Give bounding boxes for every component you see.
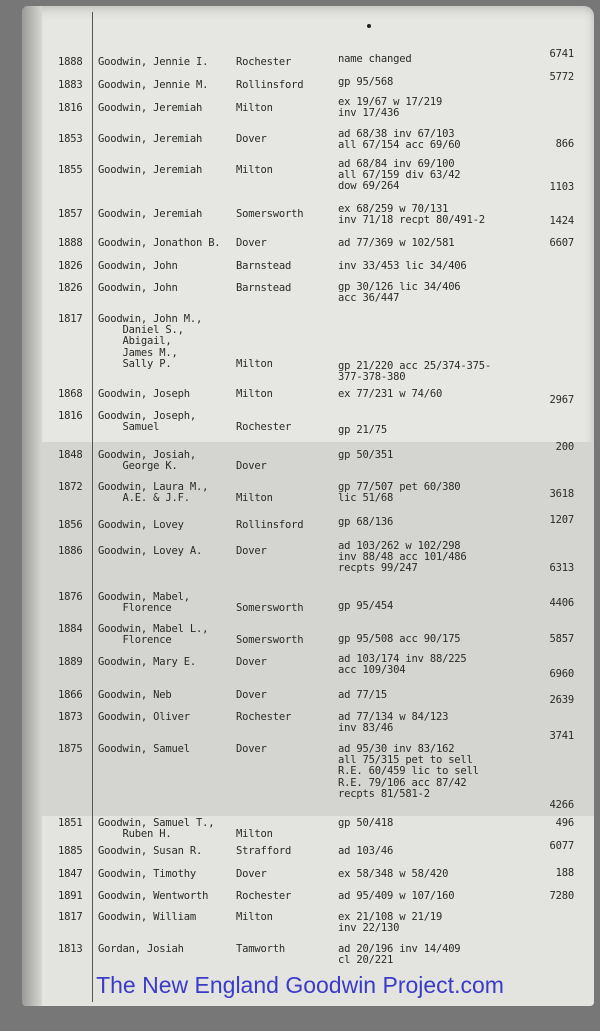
entry-year: 1826 xyxy=(58,260,83,272)
entry-year: 1855 xyxy=(58,164,83,176)
entry-ref: ad 103/46 xyxy=(338,845,394,857)
entry-name: Goodwin, Laura M., A.E. & J.F. xyxy=(98,481,209,505)
entry-name: Goodwin, Jeremiah xyxy=(98,102,203,114)
entry-town: Barnstead xyxy=(236,282,292,294)
entry-no: 4266 xyxy=(549,799,574,811)
entry-town: Rochester xyxy=(236,56,292,68)
entry-name: Goodwin, Jennie M. xyxy=(98,79,209,91)
entry-town: Dover xyxy=(236,460,267,473)
entry-year: 1873 xyxy=(58,711,83,723)
entry-name: Goodwin, William xyxy=(98,911,196,923)
entry-no: 3741 xyxy=(549,730,574,742)
entry-ref: gp 95/454 xyxy=(338,600,394,612)
entry-ref: ad 68/38 inv 67/103 all 67/154 acc 69/60 xyxy=(338,128,461,152)
entry-name: Goodwin, Susan R. xyxy=(98,845,203,857)
entry-town: Milton xyxy=(236,388,273,400)
entry-name: Goodwin, Oliver xyxy=(98,711,190,723)
entry-name: Gordan, Josiah xyxy=(98,943,184,955)
entry-town: Dover xyxy=(236,656,267,668)
entry-town: Somersworth xyxy=(236,208,304,220)
entry-ref: ex 21/108 w 21/19 inv 22/130 xyxy=(338,911,443,935)
entry-name: Goodwin, Lovey xyxy=(98,519,184,531)
punch-dot xyxy=(367,24,371,28)
entry-ref: gp 30/126 lic 34/406 acc 36/447 xyxy=(338,281,461,305)
entry-town: Somersworth xyxy=(236,602,304,615)
entry-name: Goodwin, Jeremiah xyxy=(98,208,203,220)
entry-name: Goodwin, Wentworth xyxy=(98,890,209,902)
entry-ref: ad 95/30 inv 83/162 all 75/315 pet to sell R.E. 60/459 lic to sell R.E. 79/106 acc 87/42 recpts 81/581-2 xyxy=(338,743,479,800)
entry-name: Goodwin, Jennie I. xyxy=(98,56,209,68)
entry-ref: ad 20/196 inv 14/409 cl 20/221 xyxy=(338,943,461,967)
entry-town: Dover xyxy=(236,237,267,249)
entry-ref: ad 77/369 w 102/581 xyxy=(338,237,455,249)
entry-name: Goodwin, Samuel T., Ruben H. xyxy=(98,817,215,841)
entry-name: Goodwin, John xyxy=(98,260,178,272)
entry-no: 1103 xyxy=(549,181,574,193)
entry-ref: gp 68/136 xyxy=(338,516,394,528)
entry-town: Barnstead xyxy=(236,260,292,272)
entry-year: 1816 xyxy=(58,410,83,422)
entry-year: 1886 xyxy=(58,545,83,557)
entry-no: 2639 xyxy=(549,694,574,706)
entry-year: 1883 xyxy=(58,79,83,91)
entry-year: 1817 xyxy=(58,911,83,923)
entry-town: Milton xyxy=(236,492,273,505)
entry-no: 4406 xyxy=(549,597,574,609)
entry-name: Goodwin, Samuel xyxy=(98,743,190,755)
entry-year: 1875 xyxy=(58,743,83,755)
entry-no: 496 xyxy=(555,817,574,829)
entry-town: Milton xyxy=(236,911,273,923)
entry-town: Dover xyxy=(236,743,267,755)
entry-year: 1817 xyxy=(58,313,83,325)
entry-no: 5772 xyxy=(549,71,574,83)
entry-town: Dover xyxy=(236,868,267,880)
entry-no: 2967 xyxy=(549,394,574,406)
entry-year: 1891 xyxy=(58,890,83,902)
entry-name: Goodwin, John M., Daniel S., Abigail, James M., Sally P. xyxy=(98,313,203,370)
entry-year: 1847 xyxy=(58,868,83,880)
watermark-footer: The New England Goodwin Project.com xyxy=(96,972,504,998)
entry-no: 1424 xyxy=(549,215,574,227)
entry-year: 1872 xyxy=(58,481,83,493)
entry-no: 6607 xyxy=(549,237,574,249)
entry-ref: gp 21/220 acc 25/374-375- 377-378-380 xyxy=(338,360,492,384)
entry-name: Goodwin, Mabel L., Florence xyxy=(98,623,209,647)
entry-ref: name changed xyxy=(338,53,412,65)
entry-year: 1857 xyxy=(58,208,83,220)
entry-town: Somersworth xyxy=(236,634,304,647)
entry-no: 5857 xyxy=(549,633,574,645)
entry-no: 200 xyxy=(555,441,574,453)
document-page xyxy=(22,6,594,1006)
entry-ref: gp 95/508 acc 90/175 xyxy=(338,633,461,645)
entry-year: 1851 xyxy=(58,817,83,829)
entry-town: Rochester xyxy=(236,890,292,902)
entry-ref: gp 50/351 xyxy=(338,449,394,461)
entry-no: 866 xyxy=(555,138,574,150)
entry-ref: gp 77/507 pet 60/380 lic 51/68 xyxy=(338,481,461,505)
entry-no: 3618 xyxy=(549,488,574,500)
entry-year: 1853 xyxy=(58,133,83,145)
entry-name: Goodwin, Joseph, Samuel xyxy=(98,410,196,434)
entry-ref: gp 95/568 xyxy=(338,76,394,88)
entry-year: 1868 xyxy=(58,388,83,400)
entry-town: Rollinsford xyxy=(236,519,304,531)
entry-ref: gp 50/418 xyxy=(338,817,394,829)
entry-town: Milton xyxy=(236,102,273,114)
entry-name: Goodwin, Lovey A. xyxy=(98,545,203,557)
entry-town: Milton xyxy=(236,164,273,176)
entry-year: 1884 xyxy=(58,623,83,635)
entry-no: 6077 xyxy=(549,840,574,852)
entry-ref: ad 68/84 inv 69/100 all 67/159 div 63/42 dow 69/264 xyxy=(338,158,461,193)
entry-town: Rochester xyxy=(236,421,292,434)
entry-year: 1889 xyxy=(58,656,83,668)
entry-town: Rollinsford xyxy=(236,79,304,91)
entry-no: 1207 xyxy=(549,514,574,526)
entry-ref: inv 33/453 lic 34/406 xyxy=(338,260,467,272)
entry-name: Goodwin, Mary E. xyxy=(98,656,196,668)
entry-year: 1876 xyxy=(58,591,83,603)
entry-town: Strafford xyxy=(236,845,292,857)
entry-ref: ad 103/174 inv 88/225 acc 109/304 xyxy=(338,653,467,677)
entry-ref: ex 77/231 w 74/60 xyxy=(338,388,443,400)
entry-name: Goodwin, Joseph xyxy=(98,388,190,400)
entry-no: 6741 xyxy=(549,48,574,60)
entry-ref: ex 19/67 w 17/219 inv 17/436 xyxy=(338,96,443,120)
entry-ref: ad 77/15 xyxy=(338,689,387,701)
entry-town: Rochester xyxy=(236,711,292,723)
entry-no: 6313 xyxy=(549,562,574,574)
entry-town: Dover xyxy=(236,689,267,701)
entry-year: 1848 xyxy=(58,449,83,461)
entry-no: 188 xyxy=(555,867,574,879)
entry-town: Tamworth xyxy=(236,943,285,955)
entry-year: 1816 xyxy=(58,102,83,114)
entry-name: Goodwin, Timothy xyxy=(98,868,196,880)
entry-town: Milton xyxy=(236,828,273,841)
entry-name: Goodwin, Mabel, Florence xyxy=(98,591,190,615)
entry-town: Milton xyxy=(236,357,273,370)
entry-town: Dover xyxy=(236,545,267,557)
entry-ref: ad 103/262 w 102/298 inv 88/48 acc 101/486 recpts 99/247 xyxy=(338,540,467,575)
entry-year: 1826 xyxy=(58,282,83,294)
entry-name: Goodwin, Josiah, George K. xyxy=(98,449,196,473)
entry-ref: ad 95/409 w 107/160 xyxy=(338,890,455,902)
entry-name: Goodwin, Jeremiah xyxy=(98,133,203,145)
entry-no: 6960 xyxy=(549,668,574,680)
entry-ref: ex 58/348 w 58/420 xyxy=(338,868,449,880)
entry-name: Goodwin, Jeremiah xyxy=(98,164,203,176)
entry-year: 1856 xyxy=(58,519,83,531)
entry-year: 1888 xyxy=(58,56,83,68)
entry-ref: ad 77/134 w 84/123 inv 83/46 xyxy=(338,711,449,735)
entry-name: Goodwin, John xyxy=(98,282,178,294)
entry-town: Dover xyxy=(236,133,267,145)
entry-year: 1813 xyxy=(58,943,83,955)
entry-no: 7280 xyxy=(549,890,574,902)
entry-year: 1885 xyxy=(58,845,83,857)
entry-year: 1866 xyxy=(58,689,83,701)
entry-ref: ex 68/259 w 70/131 inv 71/18 recpt 80/491-2 xyxy=(338,203,485,227)
entry-ref: gp 21/75 xyxy=(338,424,387,436)
entry-name: Goodwin, Jonathon B. xyxy=(98,237,221,249)
entry-name: Goodwin, Neb xyxy=(98,689,172,701)
entry-year: 1888 xyxy=(58,237,83,249)
